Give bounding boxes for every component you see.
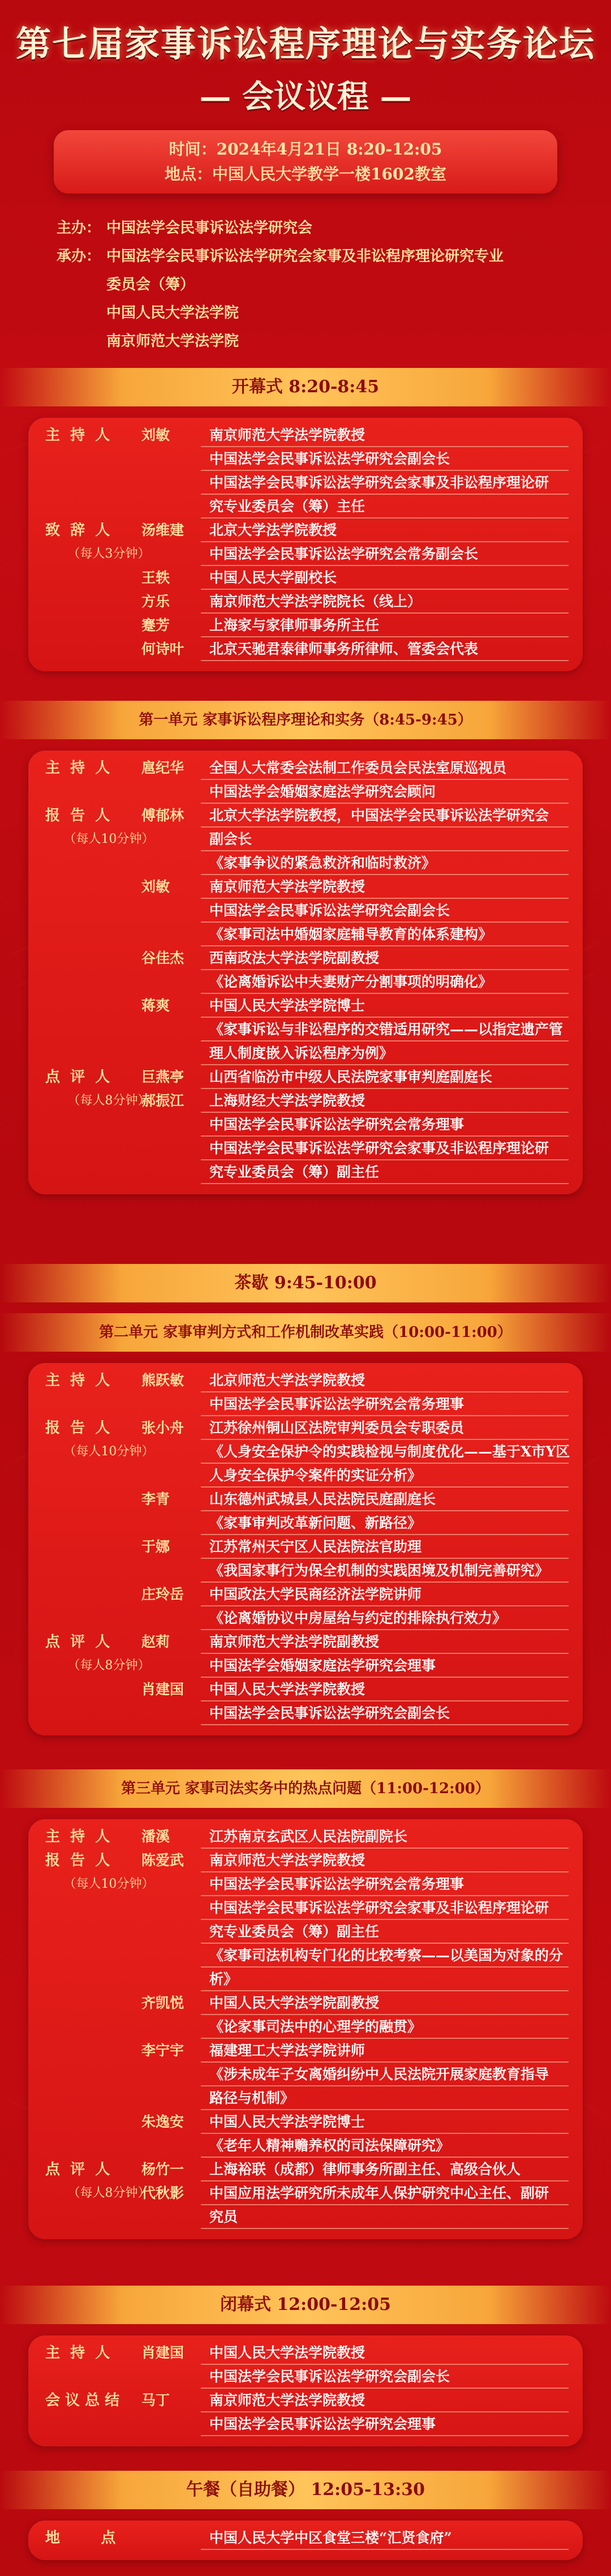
person-description: 中国法学会民事诉讼法学研究会副会长 [209, 1705, 450, 1721]
person-name: 代秋影 [141, 2185, 184, 2201]
agenda-row [42, 1654, 569, 1678]
co-host-label: 承办： [57, 248, 101, 265]
agenda-row [42, 1511, 569, 1535]
agenda-row [42, 828, 569, 851]
agenda-row [42, 804, 569, 828]
person-description: 《老年人精神赡养权的司法保障研究》 [209, 2137, 450, 2154]
person-description: 中国法学会民事诉讼法学研究会副会长 [209, 2368, 450, 2385]
agenda-row [42, 851, 569, 875]
person-description: 《家事审判改革新问题、新路径》 [209, 1515, 422, 1531]
person-name: 刘敏 [141, 878, 170, 895]
organizers [57, 214, 566, 355]
agenda-row [42, 2412, 569, 2436]
role-label: 报 告 人 [45, 1852, 110, 1869]
agenda-row [42, 1113, 569, 1137]
agenda-row [42, 1872, 569, 1896]
role-label: 会 议 总 结 [45, 2392, 120, 2409]
person-description: 《人身安全保护令的实践检视与制度优化——基于X市Y区 [209, 1443, 570, 1460]
role-label: 地 点 [45, 2530, 116, 2547]
agenda-row [42, 2526, 569, 2550]
person-name: 蒋爽 [141, 997, 170, 1014]
agenda-row [42, 2134, 569, 2158]
agenda-row [42, 1991, 569, 2015]
agenda-row [42, 614, 569, 637]
agenda-row [42, 471, 569, 495]
person-description: 究员 [209, 2209, 238, 2225]
person-description: 中国法学会民事诉讼法学研究会常务副会长 [209, 546, 479, 562]
person-description: 《家事争议的紧急救济和临时救济》 [209, 855, 436, 871]
agenda-row [42, 2015, 569, 2039]
person-description: 中国法学会民事诉讼法学研究会家事及非讼程序理论研 [209, 1140, 549, 1156]
person-description: 中国人民大学法学院教授 [209, 1681, 365, 1698]
role-label: 主 持 人 [45, 1372, 110, 1389]
person-description: 理人制度嵌入诉讼程序为例》 [209, 1045, 394, 1061]
person-name: 刘敏 [141, 427, 170, 443]
person-description: 人身安全保护令案件的实证分析》 [209, 1467, 422, 1484]
agenda-row [42, 495, 569, 518]
agenda-row [42, 899, 569, 923]
person-description: 北京天驰君泰律师事务所律师、管委会代表 [209, 641, 479, 657]
person-description: 上海裕联（成都）律师事务所副主任、高级合伙人 [209, 2161, 521, 2178]
person-description: 《涉未成年子女离婚纠纷中人民法院开展家庭教育指导 [209, 2066, 549, 2082]
role-note: （每人10分钟） [63, 1445, 154, 1459]
page-title: 第七届家事诉讼程序理论与实务论坛 [15, 23, 595, 65]
agenda-row [42, 2086, 569, 2110]
session-banner: 第二单元 家事审判方式和工作机制改革实践（10:00-11:00） [0, 1313, 611, 1352]
person-description: 中国法学会婚姻家庭法学研究会理事 [209, 1657, 436, 1674]
agenda-row [42, 1896, 569, 1920]
agenda-row [42, 590, 569, 614]
person-name: 潘溪 [141, 1828, 170, 1845]
person-description: 副会长 [209, 831, 252, 847]
time-place-card [54, 130, 557, 194]
place-text: 地点：中国人民大学教学一楼1602教室 [165, 165, 446, 183]
agenda-row [42, 2341, 569, 2365]
agenda-row [42, 1464, 569, 1488]
role-label: 主 持 人 [45, 427, 110, 444]
person-description: 江苏南京玄武区人民法院副院长 [209, 1828, 408, 1845]
agenda-row [42, 447, 569, 471]
person-description: 中国法学会民事诉讼法学研究会常务理事 [209, 1876, 464, 1892]
agenda-row [42, 2158, 569, 2181]
agenda-row [42, 1160, 569, 1184]
role-label: 主 持 人 [45, 760, 110, 777]
session-card [28, 1363, 583, 1735]
person-description: 山东德州武城县人民法院民庭副庭长 [209, 1491, 436, 1507]
session-banner: 开幕式 8:20-8:45 [0, 368, 611, 406]
agenda-row [42, 946, 569, 970]
role-note: （每人3分钟） [67, 547, 150, 561]
agenda-row [42, 637, 569, 661]
agenda-row [42, 1701, 569, 1725]
person-description: 《论离婚诉讼中夫妻财产分割事项的明确化》 [209, 974, 493, 990]
agenda-row [42, 756, 569, 780]
agenda-row [42, 1920, 569, 1944]
person-description: 《论离婚协议中房屋给与约定的排除执行效力》 [209, 1610, 507, 1626]
agenda-row [42, 1392, 569, 1416]
agenda-row [42, 518, 569, 542]
person-description: 路径与机制》 [209, 2090, 295, 2106]
person-name: 赵莉 [141, 1634, 170, 1650]
role-note: （每人10分钟） [63, 832, 154, 846]
row-divider [201, 1183, 569, 1184]
person-name: 李宁宇 [141, 2042, 184, 2059]
role-note: （每人8分钟） [67, 1658, 150, 1673]
agenda-row [42, 1583, 569, 1606]
person-description: 北京大学法学院教授，中国法学会民事诉讼法学研究会 [209, 807, 549, 824]
person-name: 李青 [141, 1491, 170, 1507]
person-name: 傅郁林 [141, 807, 184, 824]
person-description: 北京师范大学法学院教授 [209, 1372, 365, 1388]
person-name: 庄玲岳 [141, 1586, 184, 1602]
person-description: 全国人大常委会法制工作委员会民法室原巡视员 [209, 760, 507, 776]
agenda-row [42, 2205, 569, 2229]
row-divider [201, 1724, 569, 1725]
agenda-row [42, 423, 569, 447]
agenda-row [42, 1968, 569, 1991]
session-banner: 闭幕式 12:00-12:05 [0, 2286, 611, 2324]
agenda-row [42, 2181, 569, 2205]
person-description: 中国政法大学民商经济法学院讲师 [209, 1586, 422, 1602]
person-description: 《论家事司法中的心理学的融贯》 [209, 2018, 422, 2035]
person-name: 朱逸安 [141, 2114, 184, 2130]
agenda-row [42, 1137, 569, 1160]
session-banner: 午餐（自助餐） 12:05-13:30 [0, 2471, 611, 2509]
person-description: 北京大学法学院教授 [209, 522, 337, 538]
agenda-row [42, 1825, 569, 1849]
person-description: 析》 [209, 1971, 238, 1987]
agenda-row [42, 1089, 569, 1113]
agenda-row [42, 2039, 569, 2063]
role-label: 主 持 人 [45, 2344, 110, 2361]
person-description: 江苏常州天宁区人民法院法官助理 [209, 1538, 422, 1555]
session-banner: 第三单元 家事司法实务中的热点问题（11:00-12:00） [0, 1769, 611, 1808]
person-description: 《我国家事行为保全机制的实践困境及机制完善研究》 [209, 1562, 549, 1579]
agenda-row [42, 2063, 569, 2086]
person-description: 中国人民大学法学院教授 [209, 2344, 365, 2361]
role-label: 点 评 人 [45, 1069, 110, 1086]
agenda-row [42, 1018, 569, 1041]
role-note: （每人8分钟） [67, 2186, 150, 2200]
person-description: 南京师范大学法学院教授 [209, 2392, 365, 2408]
person-description: 中国法学会民事诉讼法学研究会副会长 [209, 902, 450, 919]
session-card [28, 1819, 583, 2239]
row-divider [201, 2228, 569, 2229]
person-description: 南京师范大学法学院教授 [209, 1852, 365, 1868]
person-description: 中国法学会民事诉讼法学研究会副会长 [209, 451, 450, 467]
person-description: 中国法学会民事诉讼法学研究会家事及非讼程序理论研 [209, 1900, 549, 1916]
agenda-row [42, 1041, 569, 1065]
page-header [0, 16, 611, 117]
agenda-row [42, 2389, 569, 2412]
agenda-row [42, 566, 569, 590]
person-description: 中国法学会民事诉讼法学研究会常务理事 [209, 1396, 464, 1412]
agenda-row [42, 1559, 569, 1583]
row-divider [201, 2549, 569, 2550]
agenda-row [42, 923, 569, 946]
role-note: （每人10分钟） [63, 1877, 154, 1891]
person-description: 中国人民大学中区食堂三楼“汇贤食府” [209, 2530, 452, 2546]
agenda-row [42, 542, 569, 566]
person-description: 中国人民大学法学院副教授 [209, 1995, 380, 2011]
person-name: 郝振江 [141, 1092, 184, 1109]
host-label: 主办： [57, 220, 101, 237]
person-name: 陈爱武 [141, 1852, 184, 1868]
co-host-org: 南京师范大学法学院 [106, 333, 239, 350]
person-description: 上海家与家律师事务所主任 [209, 617, 380, 633]
person-description: 中国法学会民事诉讼法学研究会家事及非讼程序理论研 [209, 474, 549, 491]
session-card [28, 418, 583, 671]
agenda-row [42, 970, 569, 994]
co-host-org: 中国人民大学法学院 [106, 305, 239, 322]
person-description: 山西省临汾市中级人民法院家事审判庭副庭长 [209, 1069, 493, 1085]
role-label: 点 评 人 [45, 1634, 110, 1651]
person-description: 究专业委员会（筹）主任 [209, 498, 365, 515]
role-label: 点 评 人 [45, 2161, 110, 2178]
agenda-row [42, 1416, 569, 1440]
person-name: 王轶 [141, 569, 170, 586]
person-description: 上海财经大学法学院教授 [209, 1092, 365, 1109]
person-description: 中国法学会民事诉讼法学研究会常务理事 [209, 1116, 464, 1133]
person-description: 究专业委员会（筹）副主任 [209, 1164, 380, 1180]
agenda-row [42, 1849, 569, 1872]
person-description: 中国人民大学法学院博士 [209, 2114, 365, 2130]
co-host-org: 中国法学会民事诉讼法学研究会家事及非讼程序理论研究专业 [106, 248, 504, 265]
person-name: 肖建国 [141, 2344, 184, 2361]
person-description: 南京师范大学法学院副教授 [209, 1634, 380, 1650]
agenda-row [42, 2110, 569, 2134]
person-description: 《家事司法中婚姻家庭辅导教育的体系建构》 [209, 926, 493, 942]
person-name: 汤维建 [141, 522, 184, 538]
agenda-row [42, 780, 569, 804]
agenda-row [42, 875, 569, 899]
agenda-row [42, 1488, 569, 1511]
session-banner: 第一单元 家事诉讼程序理论和实务（8:45-9:45） [0, 701, 611, 739]
page-subtitle: — 会议议程 — [199, 78, 412, 115]
person-description: 江苏徐州铜山区法院审判委员会专职委员 [209, 1420, 464, 1436]
person-name: 巨燕亭 [141, 1069, 184, 1085]
person-description: 《家事诉讼与非讼程序的交错适用研究——以指定遗产管 [209, 1021, 563, 1038]
agenda-row [42, 1606, 569, 1630]
role-label: 报 告 人 [45, 807, 110, 824]
person-description: 福建理工大学法学院讲师 [209, 2042, 365, 2059]
role-label: 报 告 人 [45, 1420, 110, 1437]
time-text: 时间：2024年4月21日 8:20-12:05 [169, 140, 442, 158]
agenda-row [42, 1440, 569, 1464]
person-description: 中国法学会婚姻家庭法学研究会顾问 [209, 783, 436, 800]
person-name: 于娜 [141, 1538, 170, 1555]
person-description: 南京师范大学法学院教授 [209, 878, 365, 895]
person-description: 究专业委员会（筹）副主任 [209, 1923, 380, 1940]
agenda-row [42, 1369, 569, 1392]
person-name: 方乐 [141, 593, 170, 610]
session-card [28, 751, 583, 1194]
role-label: 主 持 人 [45, 1828, 110, 1845]
person-description: 中国人民大学法学院博士 [209, 997, 365, 1014]
person-name: 熊跃敏 [141, 1372, 184, 1388]
person-name: 张小舟 [141, 1420, 184, 1436]
person-name: 马丁 [141, 2392, 170, 2408]
person-description: 中国法学会民事诉讼法学研究会理事 [209, 2416, 436, 2432]
row-divider [201, 660, 569, 661]
person-name: 杨竹一 [141, 2161, 184, 2178]
role-label: 致 辞 人 [45, 522, 110, 539]
agenda-row [42, 2365, 569, 2389]
person-description: 南京师范大学法学院教授 [209, 427, 365, 443]
person-description: 南京师范大学法学院院长（线上） [209, 593, 422, 610]
person-name: 谷佳杰 [141, 950, 184, 966]
agenda-row [42, 1535, 569, 1559]
person-name: 肖建国 [141, 1681, 184, 1698]
agenda-row [42, 1630, 569, 1654]
row-divider [201, 2435, 569, 2436]
person-description: 西南政法大学法学院副教授 [209, 950, 380, 966]
session-banner: 茶歇 9:45-10:00 [0, 1264, 611, 1302]
person-description: 《家事司法机构专门化的比较考察——以美国为对象的分 [209, 1947, 563, 1964]
co-host-org: 委员会（筹） [106, 276, 195, 293]
person-description: 中国应用法学研究所未成年人保护研究中心主任、副研 [209, 2185, 549, 2201]
person-name: 扈纪华 [141, 760, 184, 776]
host-org: 中国法学会民事诉讼法学研究会 [106, 220, 313, 237]
session-card [28, 2335, 583, 2446]
person-name: 蹇芳 [141, 617, 170, 633]
person-description: 中国人民大学副校长 [209, 569, 337, 586]
role-note: （每人8分钟） [67, 1094, 150, 1108]
agenda-row [42, 1944, 569, 1968]
person-name: 齐凯悦 [141, 1995, 184, 2011]
agenda-row [42, 1678, 569, 1701]
person-name: 何诗叶 [141, 641, 184, 657]
agenda-row [42, 1065, 569, 1089]
agenda-row [42, 994, 569, 1018]
session-card [28, 2521, 583, 2560]
